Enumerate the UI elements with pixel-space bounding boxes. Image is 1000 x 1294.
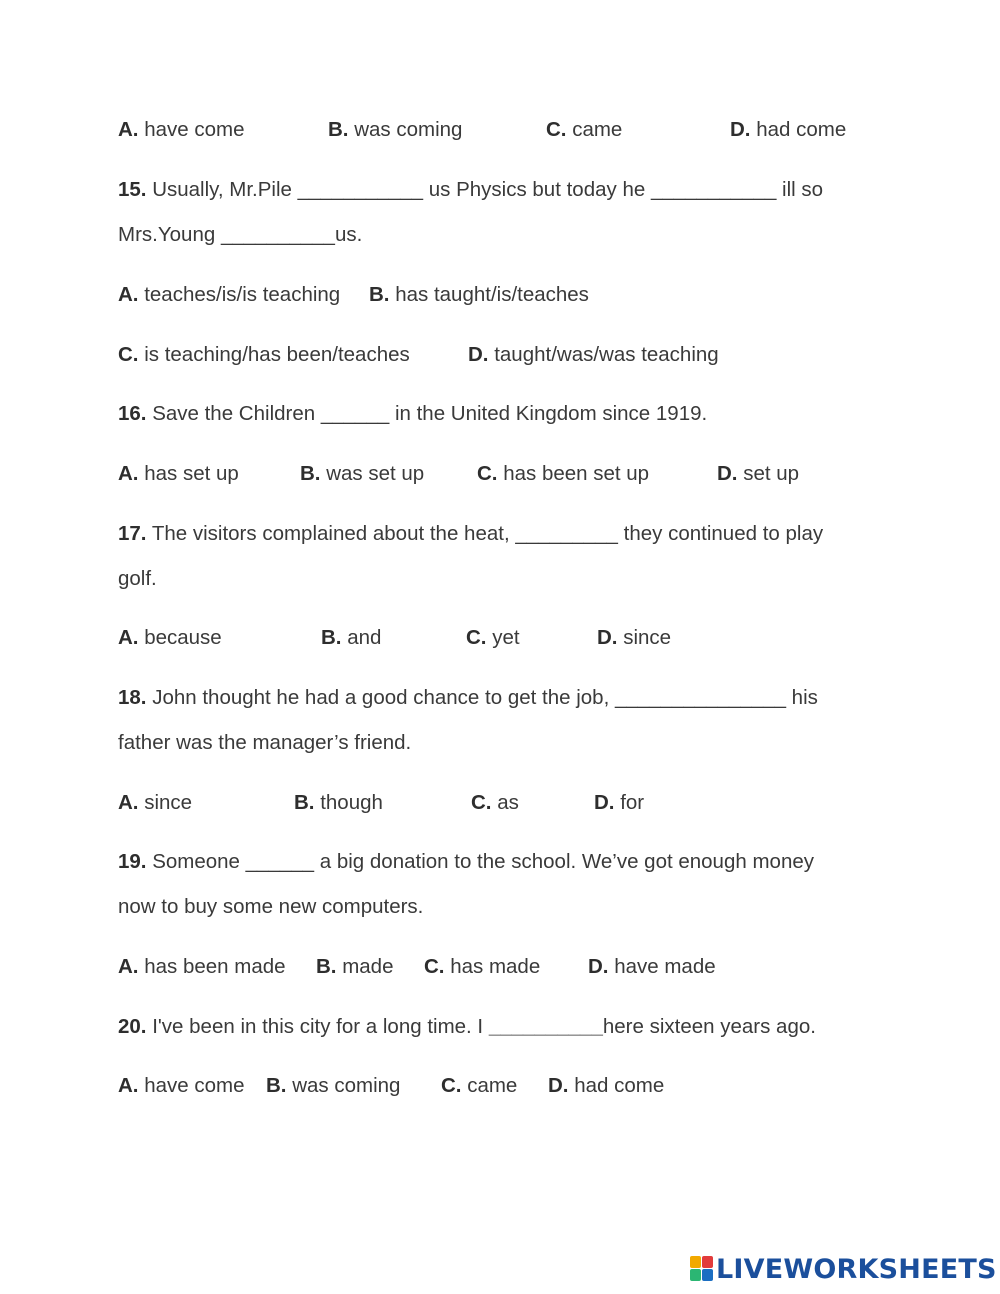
liveworksheets-brand[interactable] [690, 1252, 997, 1286]
q15-question-line-2: Mrs.Young __________us. [118, 223, 363, 246]
q16-option-d[interactable]: D. set up [717, 462, 800, 485]
q18-question-line-1: 18. John thought he had a good chance to get the job, _______________ his [118, 686, 818, 709]
q14-option-d[interactable]: D. had come [730, 118, 847, 141]
q20-option-b[interactable]: B. was coming [266, 1074, 401, 1097]
q19-number: 19. [118, 850, 147, 873]
q20-option-d[interactable]: D. had come [548, 1074, 665, 1097]
q19-option-a[interactable]: A. has been made [118, 955, 286, 978]
q16-option-a[interactable]: A. has set up [118, 462, 239, 485]
q16-option-c[interactable]: C. has been set up [477, 462, 650, 485]
q15-option-c[interactable]: C. is teaching/has been/teaches [118, 343, 410, 366]
q15-option-d[interactable]: D. taught/was/was teaching [468, 343, 719, 366]
q19-option-b[interactable]: B. made [316, 955, 394, 978]
q20-question-line-1: 20. I've been in this city for a long time. I __________here sixteen years ago. [118, 1015, 816, 1038]
logo-square-3 [690, 1269, 701, 1281]
q19-option-c[interactable]: C. has made [424, 955, 541, 978]
liveworksheets-logo-icon [690, 1256, 714, 1282]
brand-name: LIVEWORKSHEETS [716, 1253, 997, 1285]
q20-option-a[interactable]: A. have come [118, 1074, 245, 1097]
q16-option-b[interactable]: B. was set up [300, 462, 425, 485]
q19-question-line-1: 19. Someone ______ a big donation to the school. We’ve got enough money [118, 850, 814, 873]
q14-option-b[interactable]: B. was coming [328, 118, 463, 141]
q15-option-a[interactable]: A. teaches/is/is teaching [118, 283, 341, 306]
q17-option-d[interactable]: D. since [597, 626, 672, 649]
q19-question-line-2: now to buy some new computers. [118, 895, 424, 918]
q16-question-line-1: 16. Save the Children ______ in the United Kingdom since 1919. [118, 402, 708, 425]
q17-option-a[interactable]: A. because [118, 626, 222, 649]
q20-answer-blank[interactable]: __________ [488, 1015, 603, 1038]
logo-square-1 [690, 1256, 701, 1268]
q16-number: 16. [118, 402, 147, 425]
q14-option-a[interactable]: A. have come [118, 118, 245, 141]
q17-question-line-1: 17. The visitors complained about the heat, _________ they continued to play [118, 522, 824, 545]
q18-option-b[interactable]: B. though [294, 791, 383, 814]
q20-number: 20. [118, 1015, 147, 1038]
q17-number: 17. [118, 522, 147, 545]
q19-option-d[interactable]: D. have made [588, 955, 716, 978]
q15-number: 15. [118, 178, 147, 201]
q15-option-b[interactable]: B. has taught/is/teaches [369, 283, 589, 306]
q17-option-b[interactable]: B. and [321, 626, 382, 649]
q20-option-c[interactable]: C. came [441, 1074, 518, 1097]
q17-option-c[interactable]: C. yet [466, 626, 520, 649]
q18-number: 18. [118, 686, 147, 709]
q17-question-line-2: golf. [118, 567, 157, 590]
q18-question-line-2: father was the manager’s friend. [118, 731, 412, 754]
q18-option-a[interactable]: A. since [118, 791, 193, 814]
q18-option-c[interactable]: C. as [471, 791, 519, 814]
logo-square-2 [702, 1256, 713, 1268]
q15-question-line-1: 15. Usually, Mr.Pile ___________ us Physics but today he ___________ ill so [118, 178, 824, 201]
q18-option-d[interactable]: D. for [594, 791, 645, 814]
logo-square-4 [702, 1269, 713, 1281]
q14-option-c[interactable]: C. came [546, 118, 623, 141]
